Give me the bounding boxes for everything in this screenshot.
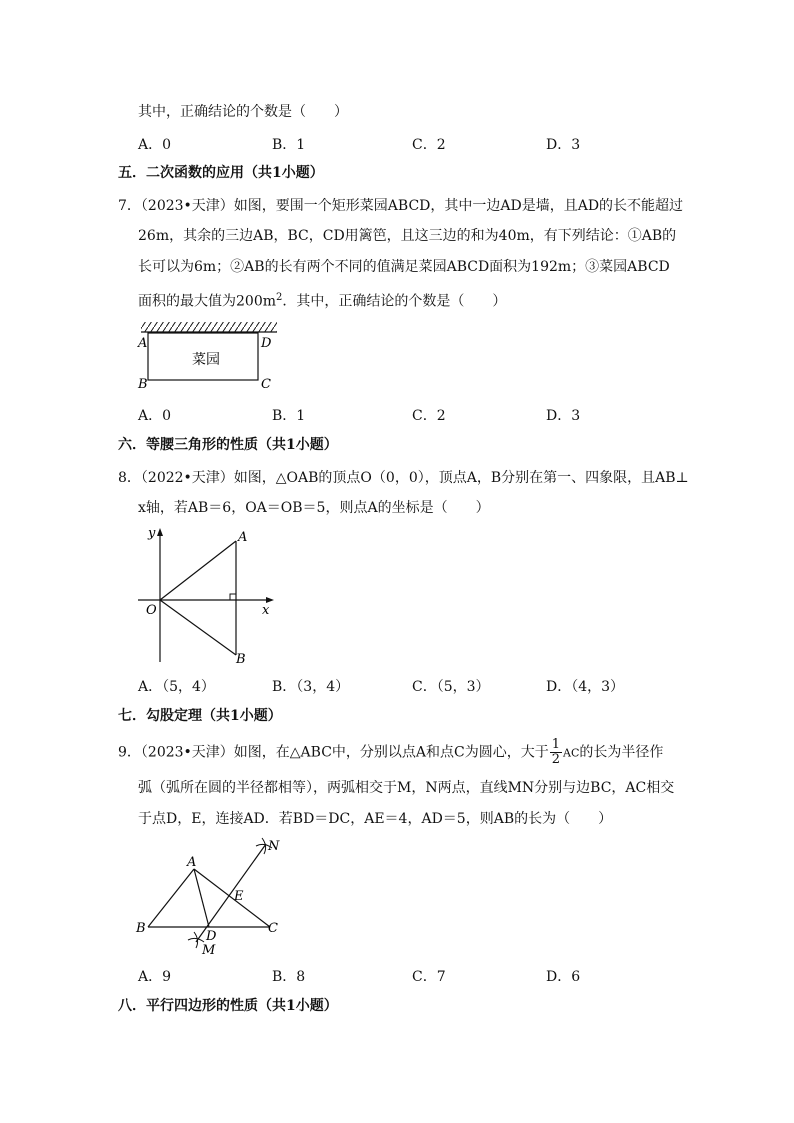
q7-line4-sup: 2 <box>276 292 283 303</box>
label-n: N <box>268 839 280 854</box>
label-a: A <box>138 336 148 351</box>
arc-n-2 <box>262 838 266 854</box>
garden-label: 菜园 <box>192 352 220 368</box>
q9-option-c: C．7 <box>412 969 446 985</box>
segment-ob <box>160 600 236 655</box>
q9-fraction <box>550 738 562 767</box>
label-b: B <box>138 377 148 392</box>
label-d: D <box>206 929 217 944</box>
label-c: C <box>268 921 278 936</box>
label-d: D <box>261 336 272 351</box>
q7-option-d: D．3 <box>546 408 581 424</box>
label-a: A <box>187 855 197 870</box>
q7-figure <box>130 318 290 394</box>
segment-oa <box>160 541 236 600</box>
y-axis-arrow <box>157 528 163 536</box>
q9-fraction-tail: AC <box>563 746 580 760</box>
q9-option-d: D．6 <box>546 969 581 985</box>
q7-line4 <box>138 288 506 312</box>
q9-line3: 于点D，E，连接AD．若BD＝DC，AE＝4，AD＝5，则AB的长为（ ） <box>138 811 613 827</box>
q8-option-a: A．（5，4） <box>138 679 215 695</box>
section-7-title: 七．勾股定理（共1小题） <box>118 708 282 724</box>
label-b: B <box>136 921 146 936</box>
label-m: M <box>202 943 216 958</box>
q7-option-b: B．1 <box>272 408 306 424</box>
q9-line1 <box>118 738 663 767</box>
label-a: A <box>238 530 248 545</box>
wall-hatch <box>141 322 277 332</box>
q9-option-b: B．8 <box>272 969 306 985</box>
section-5-title: 五．二次函数的应用（共1小题） <box>118 165 324 181</box>
q9-line1-post: 的长为半径作 <box>579 744 664 761</box>
q7-option-c: C．2 <box>412 408 446 424</box>
segment-ad <box>194 869 209 927</box>
label-x: x <box>262 603 270 618</box>
q7-line4-post: ．其中，正确结论的个数是（ ） <box>282 293 507 310</box>
section-8-title: 八．平行四边形的性质（共1小题） <box>118 998 338 1014</box>
q6-tail-text: 其中，正确结论的个数是（ ） <box>138 104 348 120</box>
segment-ac <box>194 869 270 927</box>
q8-line2: x轴，若AB＝6，OA＝OB＝5，则点A的坐标是（ ） <box>138 500 490 516</box>
q6-option-c: C．2 <box>412 137 446 153</box>
q7-line4-pre: 面积的最大值为200m <box>138 293 276 310</box>
q9-line2: 弧（弧所在圆的半径都相等），两弧相交于M，N两点，直线MN分别与边BC，AC相交 <box>138 780 675 796</box>
arc-m-2 <box>194 932 198 948</box>
segment-ab <box>148 869 194 927</box>
section-6-title: 六．等腰三角形的性质（共1小题） <box>118 437 338 453</box>
right-angle-mark <box>230 594 236 600</box>
q8-option-b: B．（3，4） <box>272 679 350 695</box>
q7-line3: 长可以为6m；②AB的长有两个不同的值满足菜园ABCD面积为192m；③菜园ABCD <box>138 259 670 275</box>
label-c: C <box>261 377 271 392</box>
q6-option-d: D．3 <box>546 137 581 153</box>
label-y: y <box>148 526 156 541</box>
q8-line1: 8．（2022•天津）如图，△OAB的顶点O（0，0），顶点A，B分别在第一、四象限，且AB⊥ <box>118 470 689 486</box>
q9-figure <box>130 836 300 960</box>
label-e: E <box>234 889 244 904</box>
q8-option-c: C．（5，3） <box>412 679 490 695</box>
q9-fraction-den: 2 <box>551 752 561 767</box>
q8-figure <box>130 522 290 668</box>
q7-option-a: A．0 <box>138 408 172 424</box>
q9-option-a: A．9 <box>138 969 172 985</box>
q9-fraction-num: 1 <box>551 737 561 752</box>
label-o: O <box>146 603 157 618</box>
q8-option-d: D．（4，3） <box>546 679 625 695</box>
q9-line1-pre: 9．（2023•天津）如图，在△ABC中，分别以点A和点C为圆心，大于 <box>118 744 549 761</box>
q6-option-a: A．0 <box>138 137 172 153</box>
q7-line1: 7．（2023•天津）如图，要围一个矩形菜园ABCD，其中一边AD是墙，且AD的长不能超过 <box>118 198 684 214</box>
q6-option-b: B．1 <box>272 137 306 153</box>
label-b: B <box>236 652 246 667</box>
q7-line2: 26m，其余的三边AB，BC，CD用篱笆，且这三边的和为40m，有下列结论：①AB的 <box>138 228 677 244</box>
